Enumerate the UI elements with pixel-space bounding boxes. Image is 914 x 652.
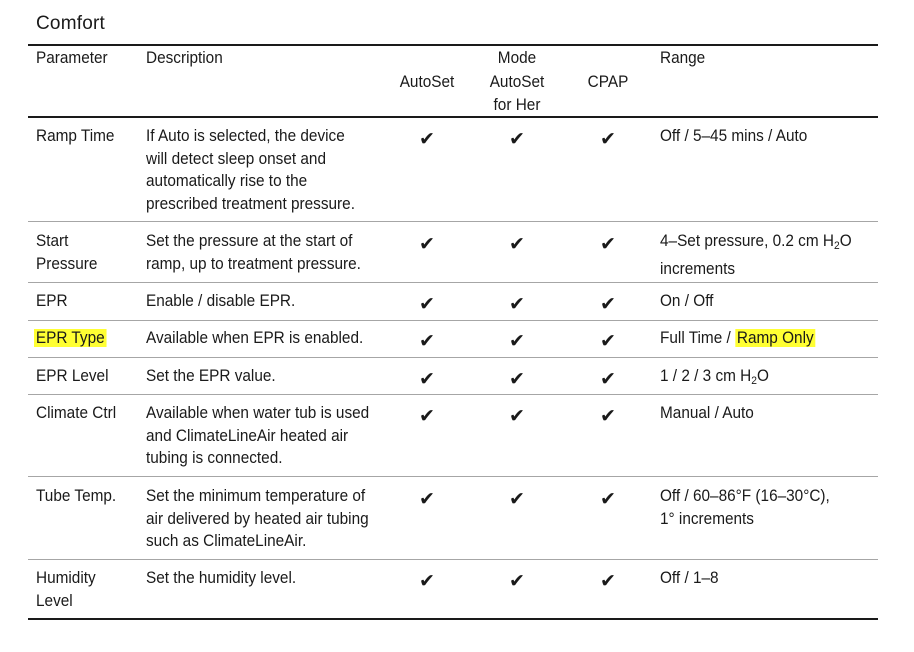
table-bottom-rule <box>28 618 878 620</box>
header-range: Range <box>660 49 706 67</box>
row-parameter: Ramp Time <box>36 127 115 145</box>
check-icon: ✔ <box>600 330 616 352</box>
check-icon: ✔ <box>509 570 525 592</box>
row-parameter: Climate Ctrl <box>36 404 117 422</box>
row-description: Set the minimum temperature of air delivered by heated air tubing such as ClimateLineAir. <box>146 487 369 550</box>
row-description: Enable / disable EPR. <box>146 292 296 310</box>
row-divider <box>28 476 878 477</box>
check-icon: ✔ <box>419 233 435 255</box>
check-icon: ✔ <box>509 293 525 315</box>
header-bottom-rule <box>28 116 878 118</box>
row-description: Available when EPR is enabled. <box>146 329 364 347</box>
row-divider <box>28 320 878 321</box>
check-icon: ✔ <box>509 128 525 150</box>
check-icon: ✔ <box>600 368 616 390</box>
header-description: Description <box>146 49 223 67</box>
row-divider <box>28 282 878 283</box>
row-description: If Auto is selected, the device will detect sleep onset and automatically rise to the prescribed treatment pressure. <box>146 127 355 213</box>
check-icon: ✔ <box>419 488 435 510</box>
check-icon: ✔ <box>509 405 525 427</box>
range-subscript: 2 <box>833 240 840 252</box>
row-range: On / Off <box>660 292 714 310</box>
check-icon: ✔ <box>509 330 525 352</box>
row-description: Available when water tub is used and ClimateLineAir heated air tubing is connected. <box>146 404 370 467</box>
range-text: O increments <box>660 232 852 278</box>
check-icon: ✔ <box>509 368 525 390</box>
row-divider <box>28 221 878 222</box>
row-range <box>660 230 852 280</box>
highlighted-range: Ramp Only <box>736 329 814 347</box>
header-autoset-for-her: AutoSet for Her <box>489 73 545 114</box>
check-icon: ✔ <box>600 293 616 315</box>
section-title: Comfort <box>36 13 105 34</box>
row-divider <box>28 394 878 395</box>
check-icon: ✔ <box>419 570 435 592</box>
row-parameter: Humidity Level <box>36 569 96 610</box>
row-parameter: EPR <box>36 292 68 310</box>
row-parameter: Tube Temp. <box>36 487 117 505</box>
check-icon: ✔ <box>600 488 616 510</box>
header-parameter: Parameter <box>36 49 108 67</box>
row-divider <box>28 357 878 358</box>
check-icon: ✔ <box>509 488 525 510</box>
check-icon: ✔ <box>509 233 525 255</box>
row-divider <box>28 559 878 560</box>
row-range: Off / 5–45 mins / Auto <box>660 127 808 145</box>
highlighted-parameter: EPR Type <box>35 329 105 347</box>
check-icon: ✔ <box>419 405 435 427</box>
row-parameter: Start Pressure <box>36 232 98 273</box>
check-icon: ✔ <box>600 128 616 150</box>
row-description: Set the EPR value. <box>146 367 276 385</box>
range-text: 4–Set pressure, 0.2 cm H <box>660 232 834 250</box>
table-top-rule <box>28 44 878 46</box>
row-parameter <box>34 327 107 350</box>
check-icon: ✔ <box>419 330 435 352</box>
header-cpap: CPAP <box>587 73 629 91</box>
row-range <box>660 327 816 350</box>
row-range: Off / 60–86°F (16–30°C), 1° increments <box>660 487 830 528</box>
check-icon: ✔ <box>419 128 435 150</box>
range-text: Full Time / <box>660 329 736 347</box>
row-description: Set the humidity level. <box>146 569 297 587</box>
header-autoset: AutoSet <box>399 73 455 91</box>
range-text: 1 / 2 / 3 cm H <box>660 367 752 385</box>
range-text: O <box>756 367 769 385</box>
row-parameter: EPR Level <box>36 367 109 385</box>
row-range <box>660 365 769 393</box>
header-mode: Mode <box>497 49 537 67</box>
check-icon: ✔ <box>600 405 616 427</box>
check-icon: ✔ <box>600 233 616 255</box>
range-subscript: 2 <box>751 375 757 387</box>
check-icon: ✔ <box>419 293 435 315</box>
check-icon: ✔ <box>419 368 435 390</box>
check-icon: ✔ <box>600 570 616 592</box>
row-description: Set the pressure at the start of ramp, up to treatment pressure. <box>146 232 361 273</box>
row-range: Manual / Auto <box>660 404 754 422</box>
row-range: Off / 1–8 <box>660 569 719 587</box>
